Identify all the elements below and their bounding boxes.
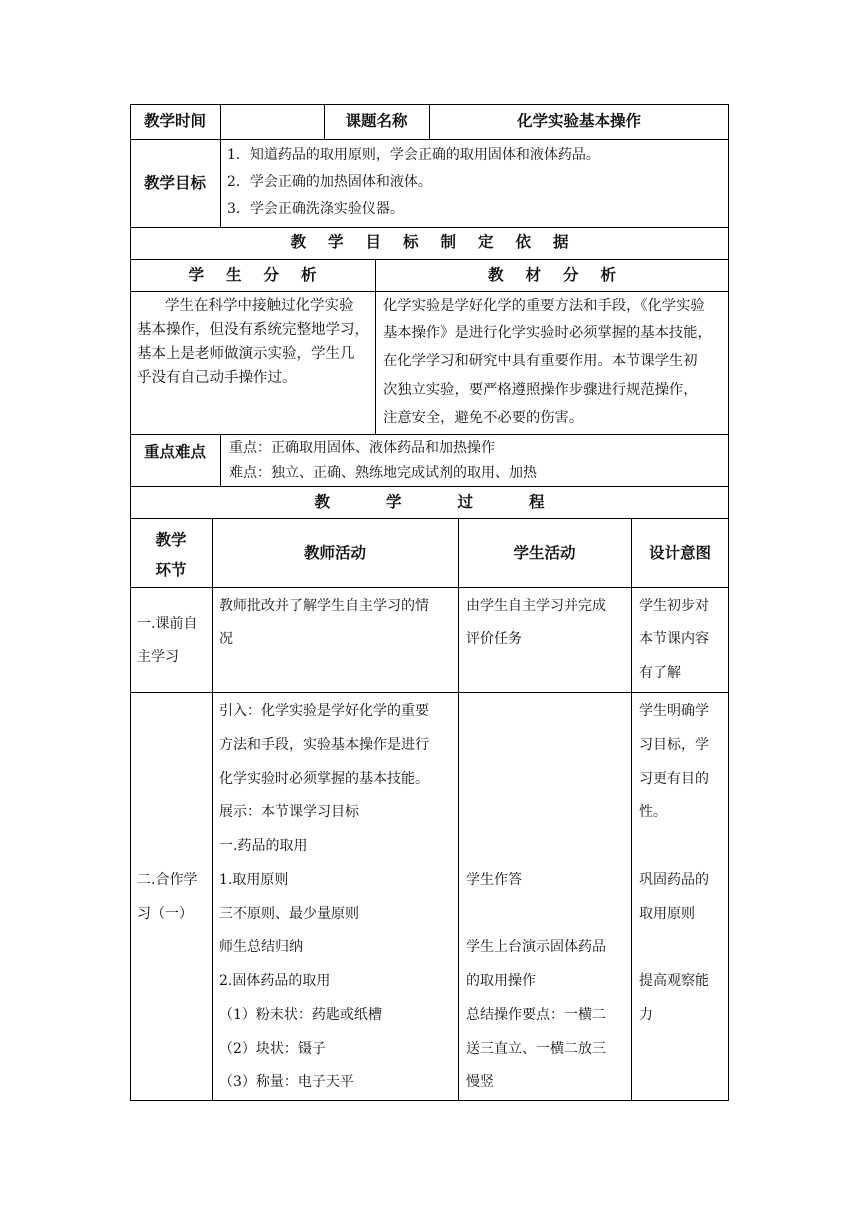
student-activity-line: 学生上台演示固体药品: [466, 939, 606, 955]
teacher-activity-line: （2）块状：镊子: [219, 1041, 326, 1057]
student-analysis-line: 基本操作，但没有系统完整地学习，: [137, 322, 369, 338]
teacher-activity-line: 化学实验时必须掌握的基本技能。: [219, 771, 429, 787]
col-stage-header: 教学环节: [155, 531, 187, 579]
teaching-time-label: 教学时间: [143, 112, 206, 130]
student-analysis-line: 学生在科学中接触过化学实验: [165, 298, 354, 314]
col-student-header: 学生活动: [513, 544, 576, 562]
material-analysis-line: 基本操作》是进行化学实验时必须掌握的基本技能，: [383, 325, 712, 341]
process-title: 教学过程: [314, 493, 601, 511]
teacher-activity-line: 况: [219, 631, 233, 647]
key-points-label: 重点难点: [143, 443, 206, 461]
difficult-point-text: 难点：独立、正确、熟练地完成试剂的取用、加热: [229, 465, 537, 481]
teacher-activity-line: 1.取用原则: [219, 872, 289, 888]
teacher-activity-line: 展示：本节课学习目标: [219, 804, 359, 820]
design-intent-line: 学生明确学: [639, 703, 709, 719]
topic-label: 课题名称: [345, 112, 408, 130]
stage-cell-line: 一.课前自: [137, 616, 198, 632]
design-intent-line: 巩固药品的: [639, 872, 709, 888]
teacher-activity-line: 方法和手段，实验基本操作是进行: [219, 737, 429, 753]
goal-item: 2．学会正确的加热固体和液体。: [227, 174, 432, 190]
teacher-activity-line: 教师批改并了解学生自主学习的情: [219, 598, 429, 614]
material-analysis-line: 化学实验是学好化学的重要方法和手段，《化学实验: [383, 298, 705, 314]
goal-item: 1．知道药品的取用原则，学会正确的取用固体和液体药品。: [227, 147, 600, 163]
teacher-activity-line: （1）粉末状：药匙或纸槽: [219, 1007, 382, 1023]
student-activity-line: 总结操作要点：一横二: [466, 1007, 606, 1023]
stage-cell-line: 主学习: [137, 649, 179, 665]
design-intent-line: 习更有目的: [639, 771, 709, 787]
design-intent-line: 本节课内容: [639, 631, 709, 647]
student-analysis-line: 基本上是老师做演示实验，学生几: [137, 346, 355, 362]
col-design-header: 设计意图: [648, 544, 711, 562]
student-analysis-title: 学生分析: [188, 266, 339, 284]
topic-value: 化学实验基本操作: [516, 112, 641, 130]
teacher-activity-line: 2.固体药品的取用: [219, 973, 331, 989]
teacher-activity-line: 一.药品的取用: [219, 838, 308, 854]
teacher-activity-line: （3）称量：电子天平: [219, 1074, 354, 1090]
material-analysis-title: 教材分析: [487, 266, 638, 284]
student-activity-line: 送三直立、一横二放三: [466, 1041, 606, 1057]
goals-label: 教学目标: [143, 174, 206, 192]
student-activity-line: 的取用操作: [466, 973, 536, 989]
student-activity-line: 由学生自主学习并完成: [466, 598, 606, 614]
key-point-text: 重点：正确取用固体、液体药品和加热操作: [229, 440, 495, 456]
student-activity-line: 慢竖: [466, 1074, 494, 1090]
student-activity-line: 学生作答: [466, 872, 522, 888]
student-activity-line: 评价任务: [466, 631, 522, 647]
teacher-activity-line: 引入：化学实验是学好化学的重要: [219, 703, 429, 719]
design-intent-line: 学生初步对: [639, 598, 709, 614]
goal-item: 3．学会正确洗涤实验仪器。: [227, 201, 404, 217]
design-intent-line: 取用原则: [639, 906, 695, 922]
material-analysis-line: 次独立实验，要严格遵照操作步骤进行规范操作，: [383, 382, 698, 398]
teacher-activity-line: 三不原则、最少量原则: [219, 906, 359, 922]
teacher-activity-line: 师生总结归纳: [219, 939, 303, 955]
design-intent-line: 性。: [639, 804, 667, 820]
col-teacher-header: 教师活动: [303, 544, 366, 562]
basis-title: 教学目标制定依据: [290, 233, 591, 251]
design-intent-line: 有了解: [639, 665, 681, 681]
design-intent-line: 提高观察能: [639, 973, 709, 989]
material-analysis-line: 在化学学习和研究中具有重要作用。本节课学生初: [383, 353, 698, 369]
student-analysis-line: 乎没有自己动手操作过。: [137, 370, 297, 386]
stage-cell-line: 习（一）: [137, 906, 193, 922]
design-intent-line: 习目标，学: [639, 737, 709, 753]
stage-cell-line: 二.合作学: [137, 872, 198, 888]
design-intent-line: 力: [639, 1007, 653, 1023]
material-analysis-line: 注意安全，避免不必要的伤害。: [383, 410, 584, 426]
